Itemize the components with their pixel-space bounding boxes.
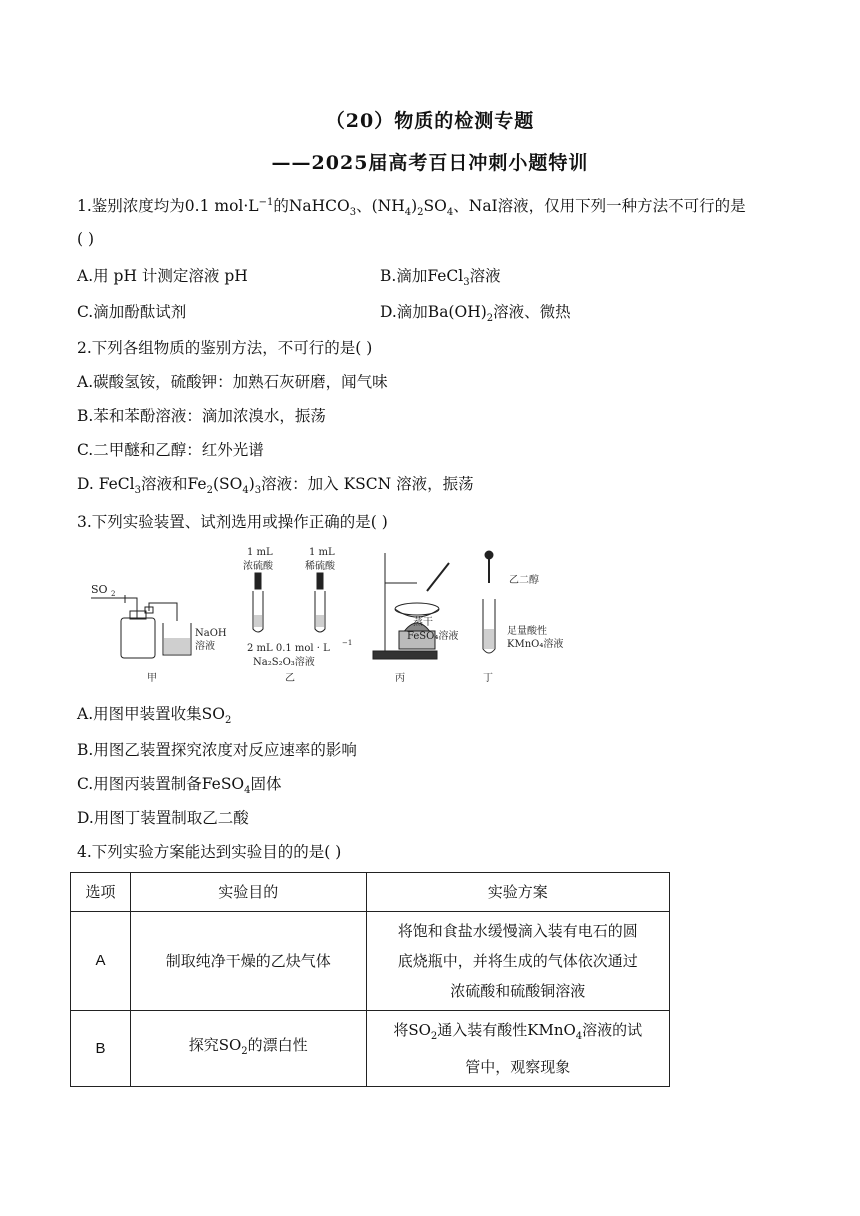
svg-text:KMnO₄溶液: KMnO₄溶液 (507, 639, 564, 650)
svg-text:Na₂S₂O₃溶液: Na₂S₂O₃溶液 (253, 657, 315, 668)
svg-text:浓硫酸: 浓硫酸 (243, 561, 273, 572)
svg-text:蒸干: 蒸干 (413, 617, 433, 628)
experiment-table (70, 872, 670, 1087)
question-2-option-b: B.苯和苯酚溶液：滴加浓溴水，振荡 (77, 407, 326, 425)
svg-text:乙: 乙 (285, 673, 295, 684)
svg-text:丙: 丙 (395, 673, 405, 684)
apparatus-ding (483, 551, 563, 684)
svg-text:FeSO₄溶液: FeSO₄溶液 (407, 631, 459, 642)
table-header-row (71, 873, 670, 912)
question-2-option-c: C.二甲醚和乙醇：红外光谱 (77, 441, 264, 459)
question-1-option-b: B.滴加FeCl$_3$溶液 (380, 267, 501, 289)
question-3-option-a: A.用图甲装置收集$SO_2$ (77, 705, 232, 727)
question-3-option-b: B.用图乙装置探究浓度对反应速率的影响 (77, 741, 357, 759)
page-subtitle: ——2025届高考百日冲刺小题特训 (271, 152, 589, 174)
question-3-option-c: C.用图丙装置制备FeSO$_4$固体 (77, 775, 282, 797)
row-b-option: B (71, 1011, 131, 1087)
question-1-option-a: A.用 pH 计测定溶液 pH (77, 267, 248, 285)
question-2-stem: 2.下列各组物质的鉴别方法，不可行的是( ) (77, 339, 373, 357)
svg-text:1 mL: 1 mL (247, 547, 273, 558)
question-1-stem: 1.鉴别浓度均为0.1 $mol\cdot L^{-1}$的NaHCO$_3$、$(NH_4)_2SO_4$、NaI溶液，仅用下列一种方法不可行的是 (77, 196, 746, 219)
row-a-purpose: 制取纯净干燥的乙炔气体 (130, 912, 366, 1011)
svg-text:甲: 甲 (147, 673, 157, 684)
row-b-purpose: 探究$SO_2$的漂白性 (130, 1011, 366, 1087)
svg-text:2 mL 0.1 mol · L: 2 mL 0.1 mol · L (247, 643, 330, 654)
table-header-plan: 实验方案 (366, 873, 670, 912)
svg-text:SO: SO (91, 583, 108, 596)
svg-text:NaOH: NaOH (195, 628, 227, 639)
table-row (71, 1011, 670, 1087)
svg-text:稀硫酸: 稀硫酸 (305, 561, 335, 572)
row-b-plan: 将$SO_2$通入装有酸性KMnO$_4$溶液的试 管中，观察现象 (366, 1011, 670, 1087)
table-row (71, 912, 670, 1011)
page-title: （20）物质的检测专题 (325, 110, 535, 132)
question-3-stem: 3.下列实验装置、试剂选用或操作正确的是( ) (77, 513, 388, 531)
svg-text:丁: 丁 (483, 673, 493, 684)
svg-text:1 mL: 1 mL (309, 547, 335, 558)
question-2-option-a: A.碳酸氢铵，硫酸钾：加熟石灰研磨，闻气味 (77, 373, 388, 391)
question-3-option-d: D.用图丁装置制取乙二酸 (77, 809, 249, 827)
question-1-paren: ( ) (77, 230, 95, 248)
svg-text:乙二醇: 乙二醇 (509, 575, 539, 586)
row-a-plan: 将饱和食盐水缓慢滴入装有电石的圆 底烧瓶中，并将生成的气体依次通过 浓硫酸和硫酸铜溶液 (366, 912, 670, 1011)
question-1-option-c: C.滴加酚酞试剂 (77, 303, 187, 321)
table-header-purpose: 实验目的 (130, 873, 366, 912)
svg-text:−1: −1 (342, 639, 353, 647)
row-a-option: A (71, 912, 131, 1011)
apparatus-jia (91, 583, 227, 684)
svg-text:足量酸性: 足量酸性 (507, 626, 547, 637)
svg-text:2: 2 (111, 590, 116, 598)
apparatus-bing (373, 553, 458, 684)
svg-text:溶液: 溶液 (195, 641, 215, 652)
question-1-option-d: D.滴加$Ba(OH)_2$溶液、微热 (380, 303, 571, 325)
apparatus-figure (77, 543, 597, 693)
table-header-option: 选项 (71, 873, 131, 912)
apparatus-yi (243, 547, 352, 684)
question-4-stem: 4.下列实验方案能达到实验目的的是( ) (77, 843, 342, 861)
question-2-option-d: D. FeCl$_3$溶液和$Fe_2(SO_4)_3$溶液：加入 KSCN 溶液，振荡 (77, 475, 474, 497)
